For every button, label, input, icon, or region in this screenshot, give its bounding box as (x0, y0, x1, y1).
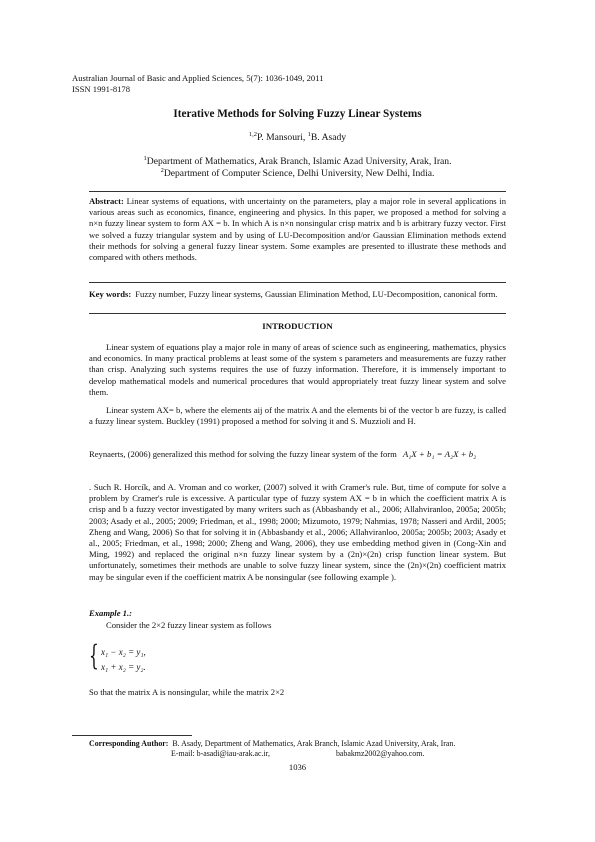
abstract-top-rule (89, 191, 506, 192)
corresponding-author-address: B. Asady, Department of Mathematics, Arak Branch, Islamic Azad University, Arak, Iran. (172, 739, 456, 748)
intro-paragraph-1: Linear system of equations play a major role in many of areas of science such as engineering, mathematics, physics and economics. In many practical problems at least some of the system s parameters and measurements are fuzzy rather than crisp. Analyzing such systems requires the use of fuzzy information. Therefore, it is immensely important to develop mathematical models and numerical procedures that would appropriately treat fuzzy linear system and solve them. (89, 342, 506, 397)
equation-1: x₁ − x₂ = y₁, (101, 647, 146, 657)
keywords (89, 289, 506, 300)
author2-superscript: 1 (307, 130, 311, 138)
corresponding-author-email-2: babakmz2002@yahoo.com. (335, 749, 425, 759)
intro-paragraph-3-text: Reynaerts, (2006) generalized this method for solving the fuzzy linear system of the form (89, 449, 397, 459)
issn: ISSN 1991-8178 (72, 84, 131, 95)
example-continuation: So that the matrix A is nonsingular, while the matrix 2×2 (89, 687, 285, 697)
page-number: 1036 (288, 762, 307, 772)
affiliation-2 (60, 168, 535, 180)
affiliation-1 (60, 156, 535, 168)
intro-paragraph-2: Linear system AX= b, where the elements aij of the matrix A and the elements bi of the vector b are fuzzy, is called a fuzzy linear system. Buckley (1991) proposed a method for solving it and S. Muzzioli and H. (89, 405, 506, 427)
keywords-label: Key words: (89, 289, 132, 299)
author-line (60, 132, 535, 143)
journal-header (72, 73, 532, 96)
fuzzy-system-formula: A₁X + b₁ = A₂X + b₂ (402, 449, 477, 459)
intro-paragraph-3 (89, 449, 539, 460)
author1-name: P. Mansouri, (257, 132, 308, 143)
abstract (89, 196, 506, 263)
corresponding-author (89, 739, 529, 760)
example-heading: Example 1.: (89, 608, 132, 618)
affiliation-2-text: Department of Computer Science, Delhi University, New Delhi, India. (163, 168, 435, 179)
intro-paragraph-4: . Such R. Horcík, and A. Vroman and co worker, (2007) solved it with Cramer's rule. But, time of compute for solve a problem by Cramer's rule is excessive. A particular type of fuzzy system AX = b in which the coefficient matrix A is crisp and b a fuzzy vector investigated by many writers such as (Abbasbandy et al., 2006; Allahviranloo, 2005a; 2005b; 2003; Asady et al., 2005; 2009; Friedman, et al., 1998; 2000; Mizumoto, 1979; Nahmias, 1978; Nasseri and Ardil, 2005; Zheng and Wang, 2006) So that for solving it in (Abbasbandy et al., 2006; Allahviranloo, 2005a; 2005b; 2003; Asady et al., 2005; Friedman, et al., 1998; 2000; Zheng and Wang, 2006), they use embedding method given in (Cong-Xin and Ming, 1992) and replaced the original n×n fuzzy linear system by a (2n)×(2n) crisp function linear system. But unfortunately, sometimes their methods are unable to solve fuzzy linear system, since the (2n)×(2n) coefficient matrix may be singular even if the coefficient matrix A be nonsingular (see following example ). (89, 482, 506, 582)
corresponding-author-label: Corresponding Author: (89, 739, 169, 748)
equation-2: x₁ + x₂ = y₂. (101, 662, 146, 672)
left-brace: { (89, 639, 99, 672)
abstract-bottom-rule (89, 282, 506, 283)
affiliation-1-superscript: 1 (143, 154, 147, 162)
keywords-bottom-rule (89, 313, 506, 314)
abstract-label: Abstract: (89, 196, 124, 206)
affiliation-2-superscript: 2 (160, 166, 164, 174)
section-heading-introduction: INTRODUCTION (262, 321, 333, 331)
corresponding-author-email-1: E-mail: b-asadi@iau-arak.ac.ir, (171, 749, 270, 759)
author2-name: B. Asady (310, 132, 347, 143)
abstract-text: Linear systems of equations, with uncertainty on the parameters, play a major role in several applications in various areas such as economics, finance, engineering and physics. In this paper, we proposed a method for solving a n×n fuzzy linear system to form AX = b. In which A is n×n nonsingular crisp matrix and b is arbitrary fuzzy vector. First we solved a fuzzy triangular system and by using of LU-Decomposition and/or Gaussian Elimination methods extend their methods for solving a general fuzzy linear system. Some examples are presented to illustrate these methods and compared with others methods. (89, 196, 506, 263)
equation-system (89, 639, 209, 676)
journal-citation: Australian Journal of Basic and Applied Sciences, 5(7): 1036-1049, 2011 (72, 73, 324, 83)
affiliation-1-text: Department of Mathematics, Arak Branch, Islamic Azad University, Arak, Iran. (146, 156, 452, 167)
affiliations (60, 156, 535, 180)
paper-title: Iterative Methods for Solving Fuzzy Linear Systems (173, 108, 422, 120)
example-text: Consider the 2×2 fuzzy linear system as follows (106, 620, 272, 630)
author1-superscript: 1,2 (248, 130, 258, 138)
keywords-text: Fuzzy number, Fuzzy linear systems, Gaussian Elimination Method, LU-Decomposition, canonical form. (135, 289, 498, 299)
footnote-rule (72, 735, 192, 736)
